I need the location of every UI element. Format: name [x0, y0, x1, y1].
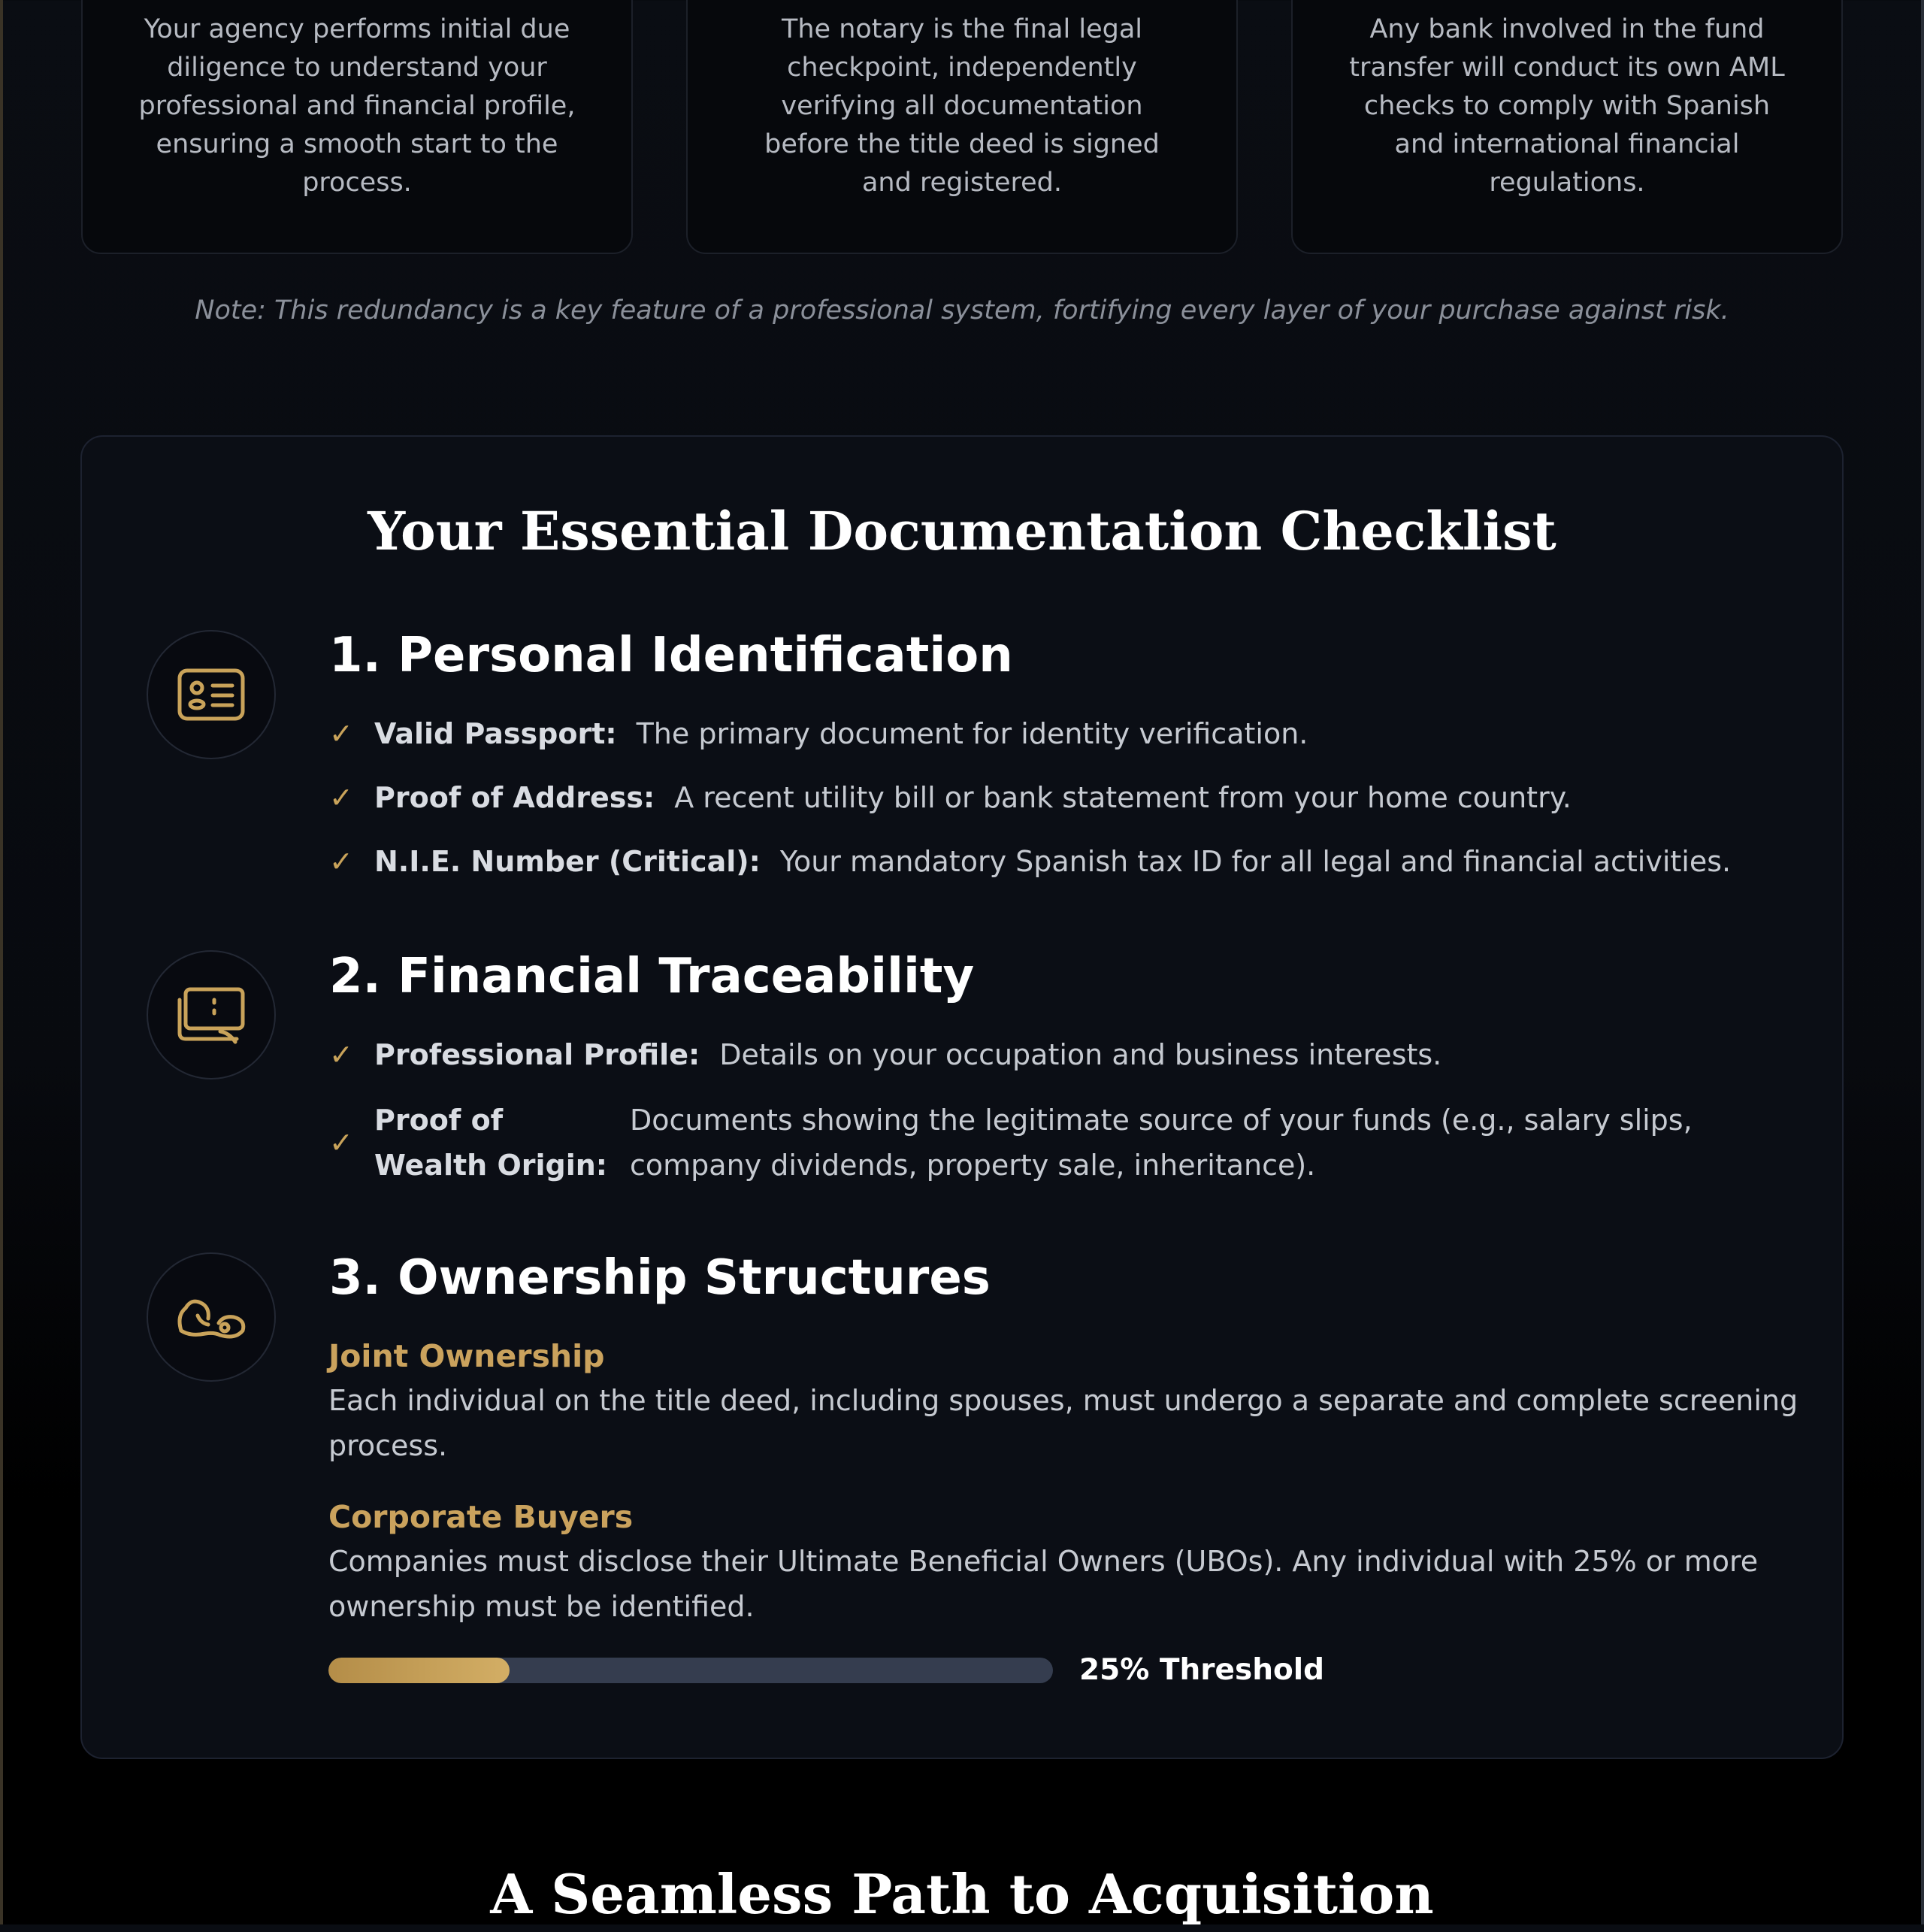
laptop-finance-icon — [147, 950, 276, 1080]
bank-check-text: Any bank involved in the fund transfer will conduct its own AML checks to comply with Spanish and international financial regulations. — [1349, 14, 1785, 198]
personal-identification-title: 1. Personal Identification — [329, 628, 1013, 683]
notary-check-text: The notary is the final legal checkpoint, independently verifying all documentation before the title deed is signed and registered. — [764, 14, 1160, 198]
item-description: The primary document for identity verification. — [636, 717, 1308, 750]
checklist-item-proof-of-address — [329, 775, 1572, 820]
checklist-item-professional-profile — [329, 1032, 1441, 1077]
agency-check-text: Your agency performs initial due diligence to understand your professional and financial profile, ensuring a smooth start to the process. — [138, 14, 576, 198]
check-icon: ✓ — [329, 781, 353, 814]
ownership-group-icon — [147, 1252, 276, 1382]
checklist-title: Your Essential Documentation Checklist — [368, 500, 1556, 562]
check-icon: ✓ — [329, 1038, 353, 1071]
item-label: N.I.E. Number (Critical): — [374, 845, 761, 878]
item-description: A recent utility bill or bank statement from your home country. — [674, 781, 1572, 814]
checklist-item-nie-number — [329, 839, 1731, 884]
item-description: Details on your occupation and business interests. — [719, 1038, 1442, 1071]
check-icon: ✓ — [329, 845, 353, 878]
page-frame-right — [1921, 0, 1924, 1924]
next-section-title: A Seamless Path to Acquisition — [490, 1862, 1434, 1926]
joint-ownership-title: Joint Ownership — [328, 1338, 605, 1374]
ownership-structures-title: 3. Ownership Structures — [329, 1250, 991, 1306]
ubo-threshold-label: 25% Threshold — [1079, 1653, 1325, 1687]
item-label: Proof of Wealth Origin: — [374, 1104, 607, 1182]
redundancy-note: Note: This redundancy is a key feature of a professional system, fortifying every layer of your purchase against risk. — [195, 295, 1729, 326]
check-icon: ✓ — [329, 1126, 353, 1159]
bank-check-card — [1291, 0, 1843, 254]
notary-check-card — [686, 0, 1238, 254]
item-description: Documents showing the legitimate source of your funds (e.g., salary slips, company dividends, property sale, inheritance). — [630, 1104, 1693, 1182]
ubo-threshold-fill — [328, 1658, 510, 1683]
page-frame-left — [0, 0, 3, 1924]
checklist-item-passport — [329, 711, 1308, 756]
financial-traceability-title: 2. Financial Traceability — [329, 949, 975, 1004]
agency-check-card — [81, 0, 633, 254]
corporate-buyers-title: Corporate Buyers — [328, 1499, 634, 1535]
item-label: Proof of Address: — [374, 781, 655, 814]
item-description: Your mandatory Spanish tax ID for all legal and financial activities. — [779, 845, 1732, 878]
joint-ownership-text: Each individual on the title deed, including spouses, must undergo a separate and complete screening process. — [328, 1384, 1798, 1462]
item-label: Valid Passport: — [374, 717, 617, 750]
corporate-buyers-text: Companies must disclose their Ultimate Beneficial Owners (UBOs). Any individual with 25% or more ownership must be identified. — [328, 1545, 1759, 1623]
ubo-threshold-bar — [328, 1658, 1053, 1683]
id-card-icon — [147, 630, 276, 759]
check-icon: ✓ — [329, 717, 353, 750]
item-label: Professional Profile: — [374, 1038, 700, 1071]
checklist-item-wealth-origin — [329, 1098, 1720, 1188]
